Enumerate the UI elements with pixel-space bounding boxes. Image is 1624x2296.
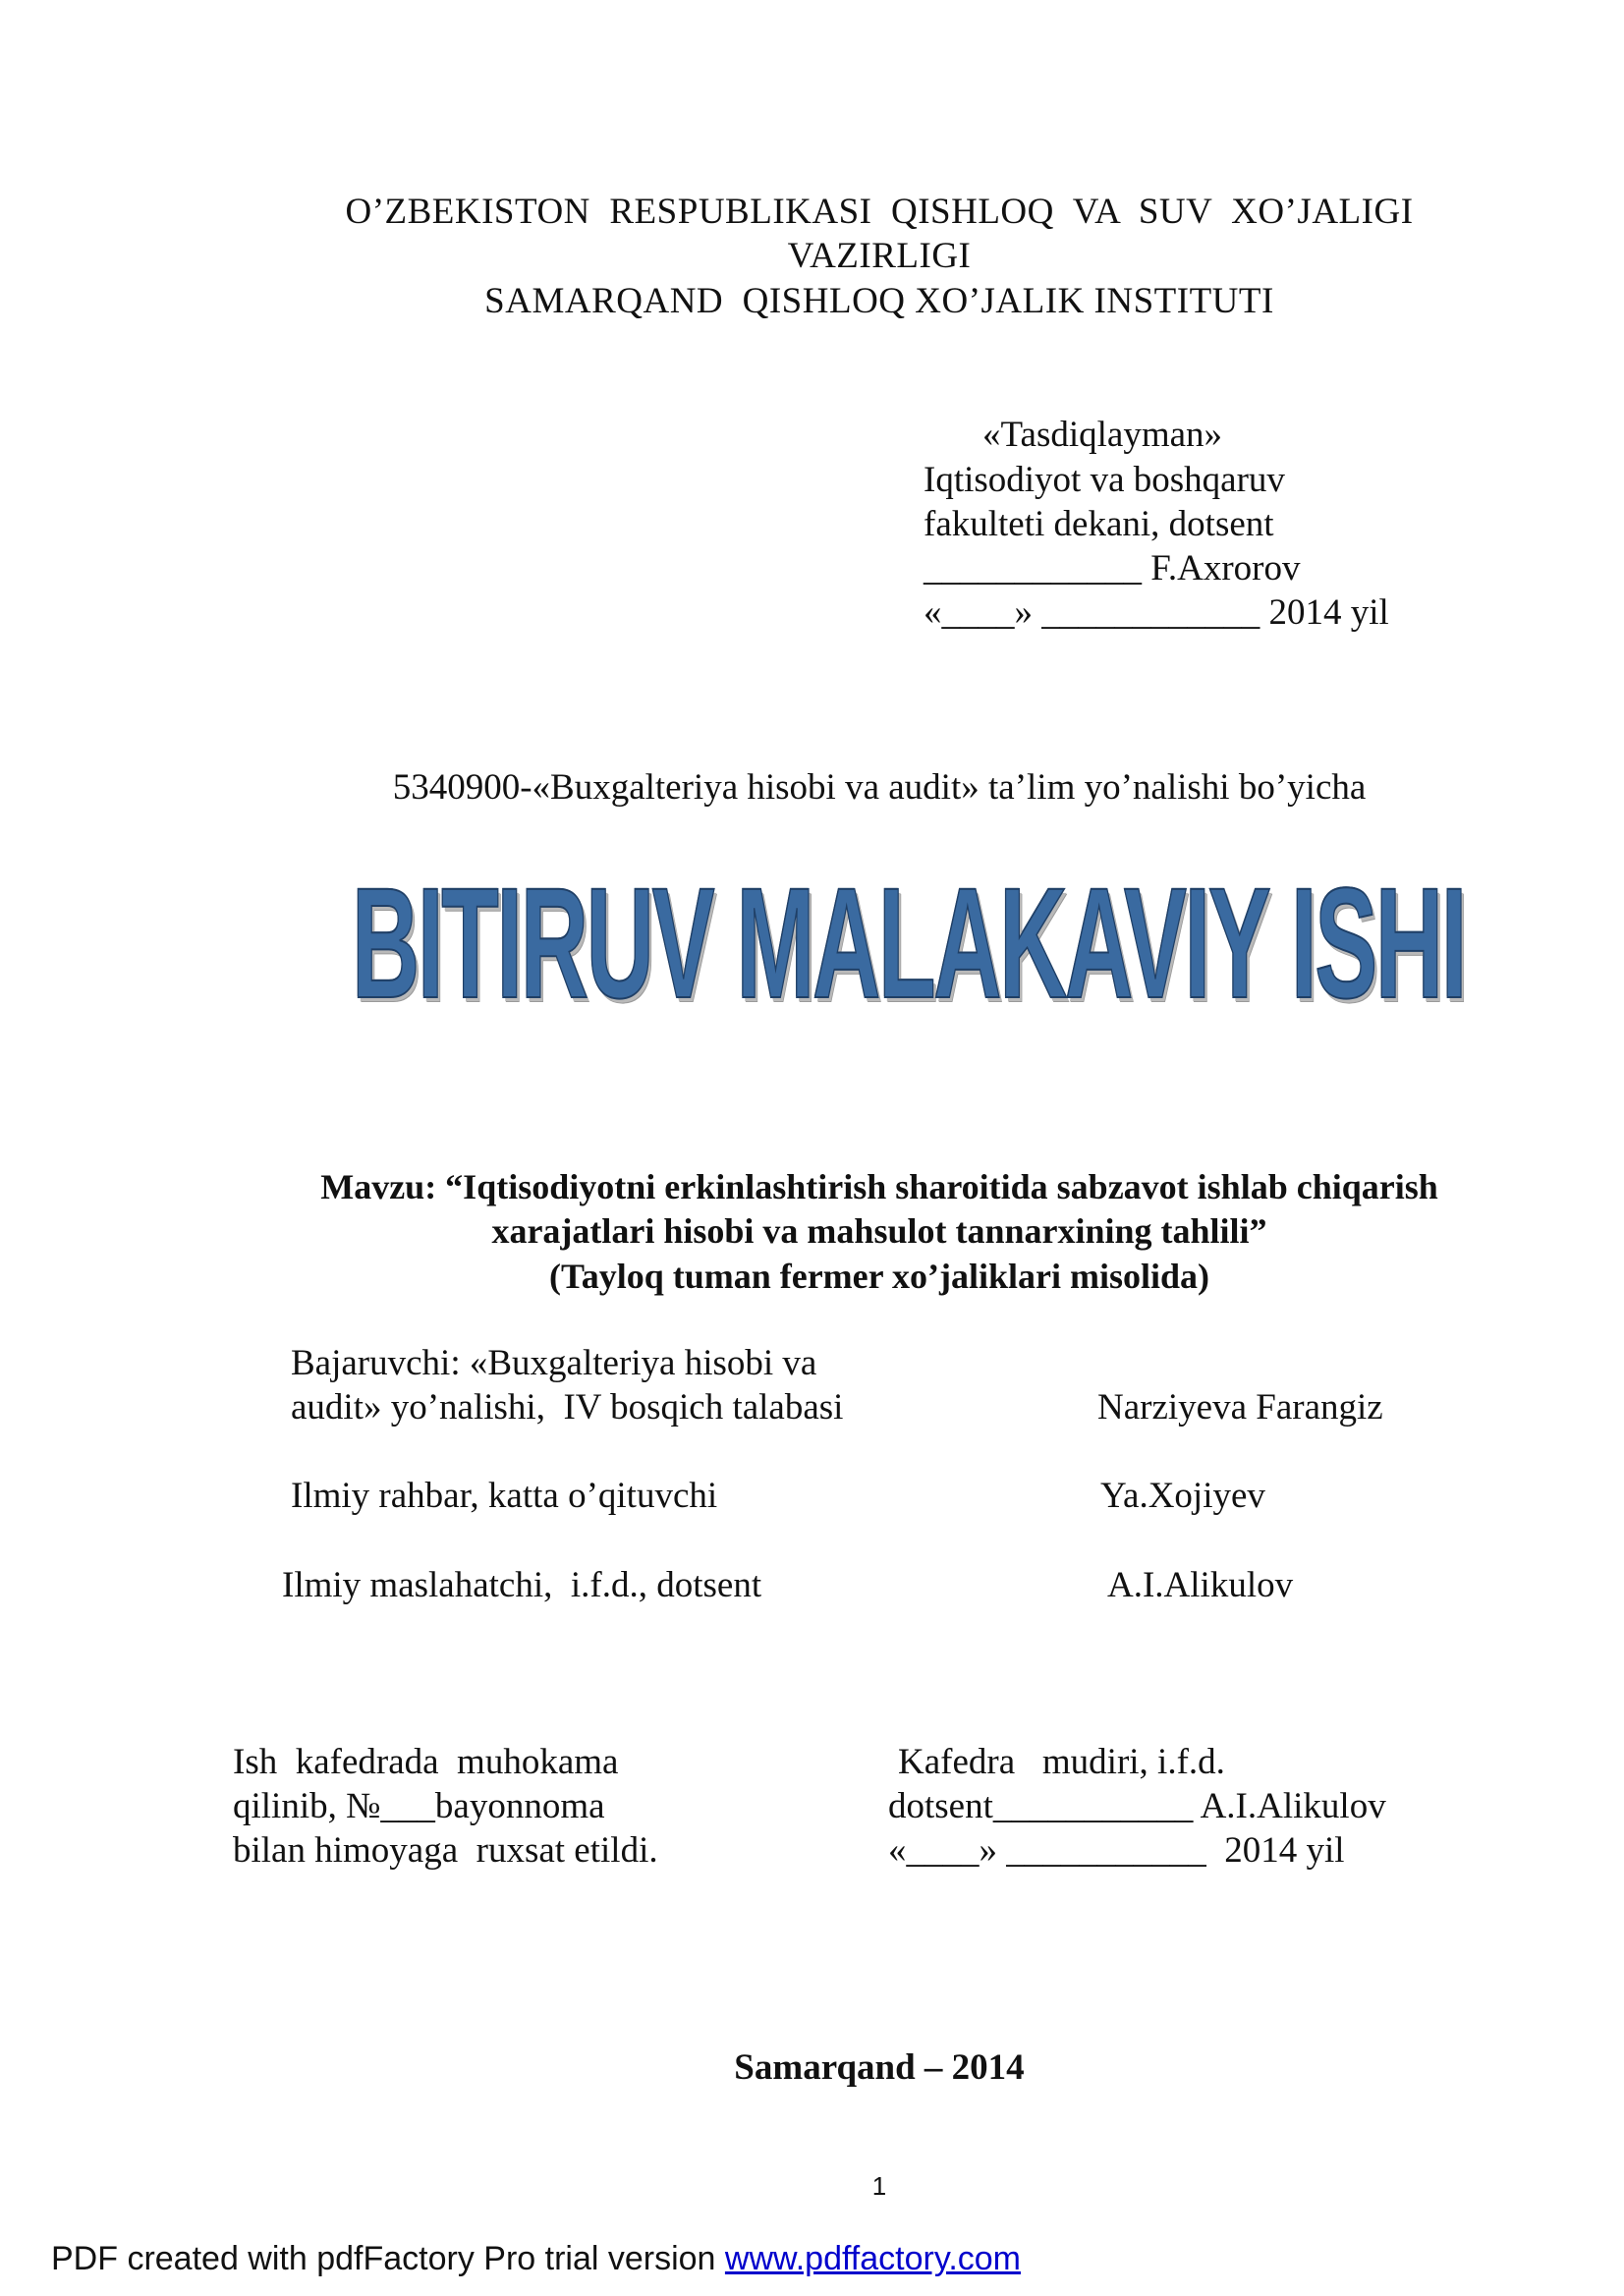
page-number: 1: [871, 2171, 887, 2201]
approval-signature-line: ____________ F.Axrorov: [924, 548, 1301, 588]
pdf-footer: [51, 2240, 1021, 2278]
main-title: BITIRUV MALAKAVIY ISHI: [352, 855, 1466, 1031]
supervisor-name: Ya.Xojiyev: [1100, 1476, 1265, 1516]
discussion-line-2: qilinib, №___bayonnoma: [233, 1786, 605, 1826]
study-direction: 5340900-«Buxgalteriya hisobi va audit» ta’lim yo’nalishi bo’yicha: [392, 767, 1367, 808]
city-year: Samarqand – 2014: [734, 2047, 1025, 2088]
topic-line-1: Mavzu: “Iqtisodiyotni erkinlashtirish sharoitida sabzavot ishlab chiqarish: [320, 1167, 1438, 1206]
executor-role-line-1: Bajaruvchi: «Buxgalteriya hisobi va: [291, 1343, 817, 1383]
institute-name: SAMARQAND QISHLOQ XO’JALIK INSTITUTI: [484, 281, 1274, 321]
consultant-role: Ilmiy maslahatchi, i.f.d., dotsent: [282, 1565, 762, 1605]
consultant-name: A.I.Alikulov: [1107, 1565, 1294, 1605]
footer-text: PDF created with pdfFactory Pro trial version: [51, 2240, 725, 2277]
discussion-line-3: bilan himoyaga ruxsat etildi.: [233, 1830, 658, 1871]
ministry-line-2: VAZIRLIGI: [787, 236, 972, 276]
dept-head-signature-line: dotsent___________ A.I.Alikulov: [888, 1786, 1386, 1826]
dept-head-line-1: Kafedra mudiri, i.f.d.: [898, 1742, 1225, 1782]
footer-link[interactable]: www.pdffactory.com: [724, 2240, 1021, 2277]
supervisor-role: Ilmiy rahbar, katta o’qituvchi: [291, 1476, 718, 1516]
executor-name: Narziyeva Farangiz: [1097, 1387, 1383, 1428]
topic-line-3: (Tayloq tuman fermer xo’jaliklari misolida): [549, 1257, 1209, 1296]
approval-title: «Tasdiqlayman»: [982, 415, 1223, 455]
topic-line-2: xarajatlari hisobi va mahsulot tannarxining tahlili”: [491, 1211, 1267, 1251]
approval-line-1: Iqtisodiyot va boshqaruv: [924, 460, 1285, 500]
ministry-line-1: O’ZBEKISTON RESPUBLIKASI QISHLOQ VA SUV XO’JALIGI: [345, 192, 1414, 232]
discussion-line-1: Ish kafedrada muhokama: [233, 1742, 619, 1782]
executor-role-line-2: audit» yo’nalishi, IV bosqich talabasi: [291, 1387, 844, 1428]
approval-date-line: «____» ____________ 2014 yil: [924, 592, 1389, 633]
dept-head-date-line: «____» ___________ 2014 yil: [888, 1830, 1345, 1871]
approval-line-2: fakulteti dekani, dotsent: [924, 504, 1274, 544]
